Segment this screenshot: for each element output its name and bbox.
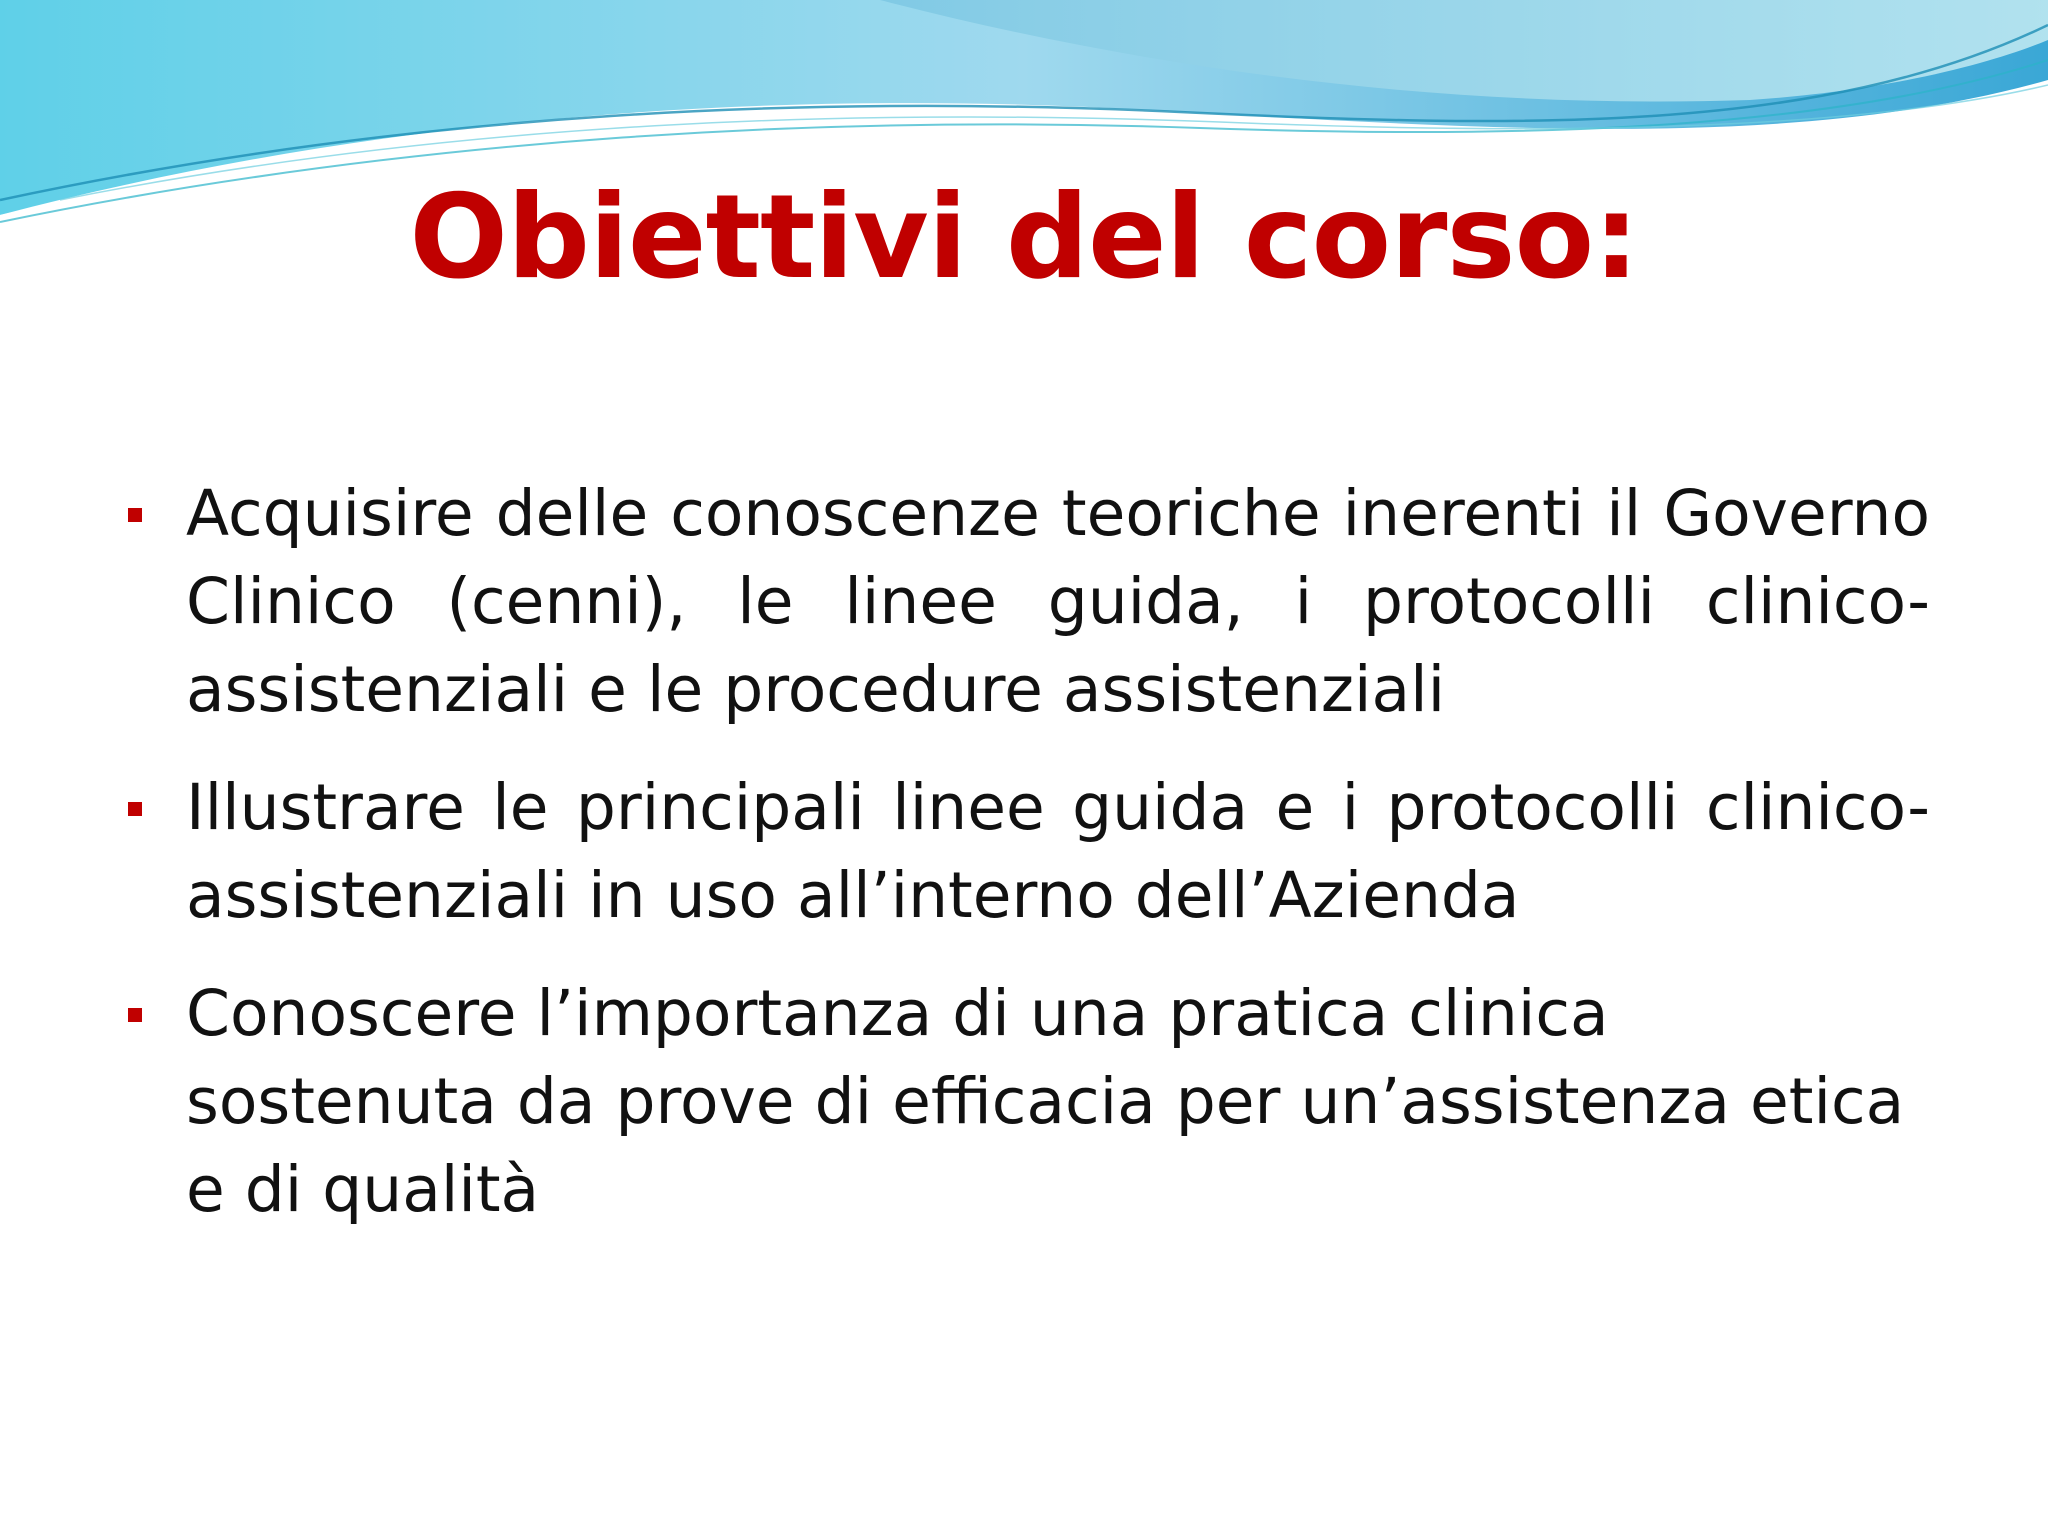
red-square-bullet-icon	[128, 1008, 142, 1022]
list-item	[120, 764, 1930, 940]
red-square-bullet-icon	[128, 508, 142, 522]
objectives-list	[120, 470, 1930, 1264]
bullet-text: Acquisire delle conoscenze teoriche inerenti il Governo Clinico (cenni), le linee guida, i protocolli clinico-assistenziali e le procedure assistenziali	[186, 477, 1930, 726]
list-item	[120, 470, 1930, 734]
bullet-text: Conoscere l’importanza di una pratica clinica sostenuta da prove di efficacia per un’assistenza etica e di qualità	[186, 977, 1905, 1226]
list-item	[120, 970, 1930, 1234]
bullet-text: Illustrare le principali linee guida e i protocolli clinico-assistenziali in uso all’interno dell’Azienda	[186, 771, 1930, 932]
red-square-bullet-icon	[128, 802, 142, 816]
slide-title: Obiettivi del corso:	[409, 170, 1639, 305]
